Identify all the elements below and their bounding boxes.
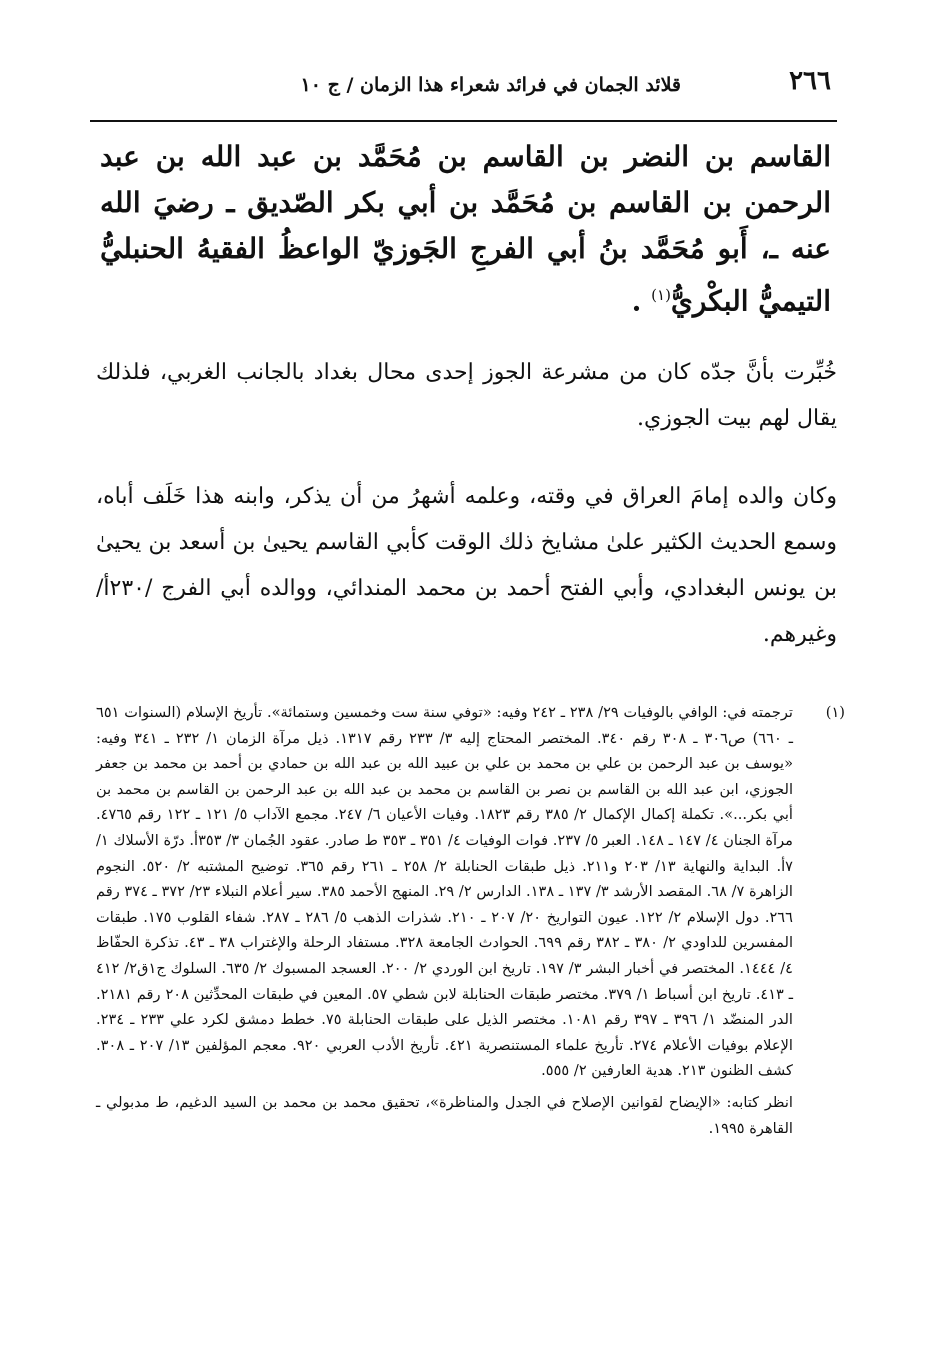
entry-heading-text: القاسم بن النضر بن القاسم بن مُحَمَّد بن عبد الله بن عبد الرحمن بن القاسم بن مُحَمَّد بن أبي بكر الصّديق ـ رضيَ الله عنه ـ، أَبو مُحَمَّد بنُ أبي الفرجِ الجَوزيّ الواعظُ الفقيهُ الحنبليُّ التيميُّ البكْريُّ <box>100 140 831 318</box>
body-paragraph-1: خُبِّرت بأنَّ جدّه كان من مشرعة الجوز إحدى محال بغداد بالجانب الغربي، فلذلك يقال لهم بيت الجوزي. <box>96 360 837 431</box>
running-title: قلائد الجمان في فرائد شعراء هذا الزمان / ج ١٠ <box>300 74 681 96</box>
footnote-note: انظر كتابه: «الإيضاح لقوانين الإصلاح في الجدل والمناظرة»، تحقيق محمد بن محمد بن السيد الدغيم، ط مدبولي ـ القاهرة ١٩٩٥. <box>96 1093 793 1137</box>
header-rule <box>90 120 837 122</box>
body-paragraph-2: وكان والده إمامَ العراق في وقته، وعلمه أشهرُ من أن يذكر، وابنه هذا خَلَف أباه، وسمع الحديث الكثير علىٰ مشايخ ذلك الوقت كأبي القاسم يحيىٰ بن أسعد بن يحيىٰ بن يونس البغدادي، وأبي الفتح أحمد بن محمد المندائي، ووالده أبي الفرج /٢٣٠أ/ وغيرهم. <box>96 484 837 647</box>
entry-heading <box>100 134 831 324</box>
page-number: ٢٦٦ <box>789 66 831 96</box>
footnote-marker: (١) <box>825 704 845 721</box>
footnote-item <box>96 700 845 1084</box>
footnote-reference: (١) <box>651 286 671 304</box>
footnotes-section <box>96 700 845 1141</box>
entry-heading-end: . <box>631 284 652 318</box>
running-header <box>90 66 831 108</box>
footnote-text: ترجمته في: الوافي بالوفيات ٢٩/ ٢٣٨ ـ ٢٤٢ وفيه: «توفي سنة ست وخمسين وستمائة». تأريخ الإسلام (السنوات ٦٥١ ـ ٦٦٠) ص٣٠٦ ـ ٣٠٨ رقم ٣٤٠. المختصر المحتاج إليه ٣/ ٢٣٣ رقم ١٣١٧. ذيل مرآة الزمان ١/ ٢٣٢ ـ ٣٤١ وفيه: «يوسف بن عبد الرحمن بن علي بن محمد بن علي بن عبيد الله بن عبد الله بن حمادي بن أحمد بن محمد بن جعفر الجوزي، ابن عبد الله بن القاسم بن نصر بن القاسم بن محمد بن عبد الله بن عبد الرحمن بن القاسم بن محمد بن أبي بكر...». تكملة إكمال الإكمال ٢/ ٣٨٥ رقم ١٨٢٣. وفيات الأعيان ٦/ ٢٤٧. مجمع الآداب ٥/ ١٢١ ـ ١٢٢ رقم ٤٧٦٥. مرآة الجنان ٤/ ١٤٧ ـ ١٤٨. العبر ٥/ ٢٣٧. فوات الوفيات ٤/ ٣٥١ ـ ٣٥٣ ط صادر. عقود الجُمان ٣/ ٣٥٣أ. درّة الأسلاك ١/ ٧أ. البداية والنهاية ١٣/ ٢٠٣ و٢١١. ذيل طبقات الحنابلة ٢/ ٢٥٨ ـ ٢٦١ رقم ٣٦٥. توضيح المشتبه ٢/ ٥٢٠. النجوم الزاهرة ٧/ ٦٨. المقصد الأرشد ٣/ ١٣٧ ـ ١٣٨. الدارس ٢/ ٢٩. المنهج الأحمد ٣٨٥. سير أعلام النبلاء ٢٣/ ٣٧٢ ـ ٣٧٤ رقم ٢٦٦. دول الإسلام ٢/ ١٢٢. عيون التواريخ ٢٠/ ٢٠٧ ـ ٢١٠. شذرات الذهب ٥/ ٢٨٦ ـ ٢٨٧. شفاء القلوب ١٧٥. طبقات المفسرين للداودي ٢/ ٣٨٠ ـ ٣٨٢ رقم ٦٩٩. الحوادث الجامعة ٣٢٨. مستفاد الرحلة والإغتراب ٣٨ ـ ٤٣. تذكرة الحفّاظ ٤/ ١٤٤٤. المختصر في أخبار البشر ٣/ ١٩٧. تاريخ ابن الوردي ٢/ ٢٠٠. العسجد المسبوك ٢/ ٦٣٥. السلوك ج١ق٢/ ٤١٢ ـ ٤١٣. تاريخ ابن أسباط ١/ ٣٧٩. مختصر طبقات الحنابلة لابن شطي ٥٧. المعين في طبقات المحدِّثين ٢٠٨ رقم ٢١٨١. الدر المنضّد ١/ ٣٩٦ ـ ٣٩٧ رقم ١٠٨١. مختصر الذيل على طبقات الحنابلة ٧٥. خطط دمشق لكرد علي ٢٣٣ ـ ٢٣٤. الإعلام بوفيات الأعلام ٢٧٤. تأريخ علماء المستنصرية ٤٢١. تأريخ الأدب العربي ٩٢٠. معجم المؤلفين ١٣/ ٢٠٧ ـ ٣٠٨. كشف الظنون ٢١٣. هدية العارفين ٢/ ٥٥٥. <box>96 704 794 1080</box>
